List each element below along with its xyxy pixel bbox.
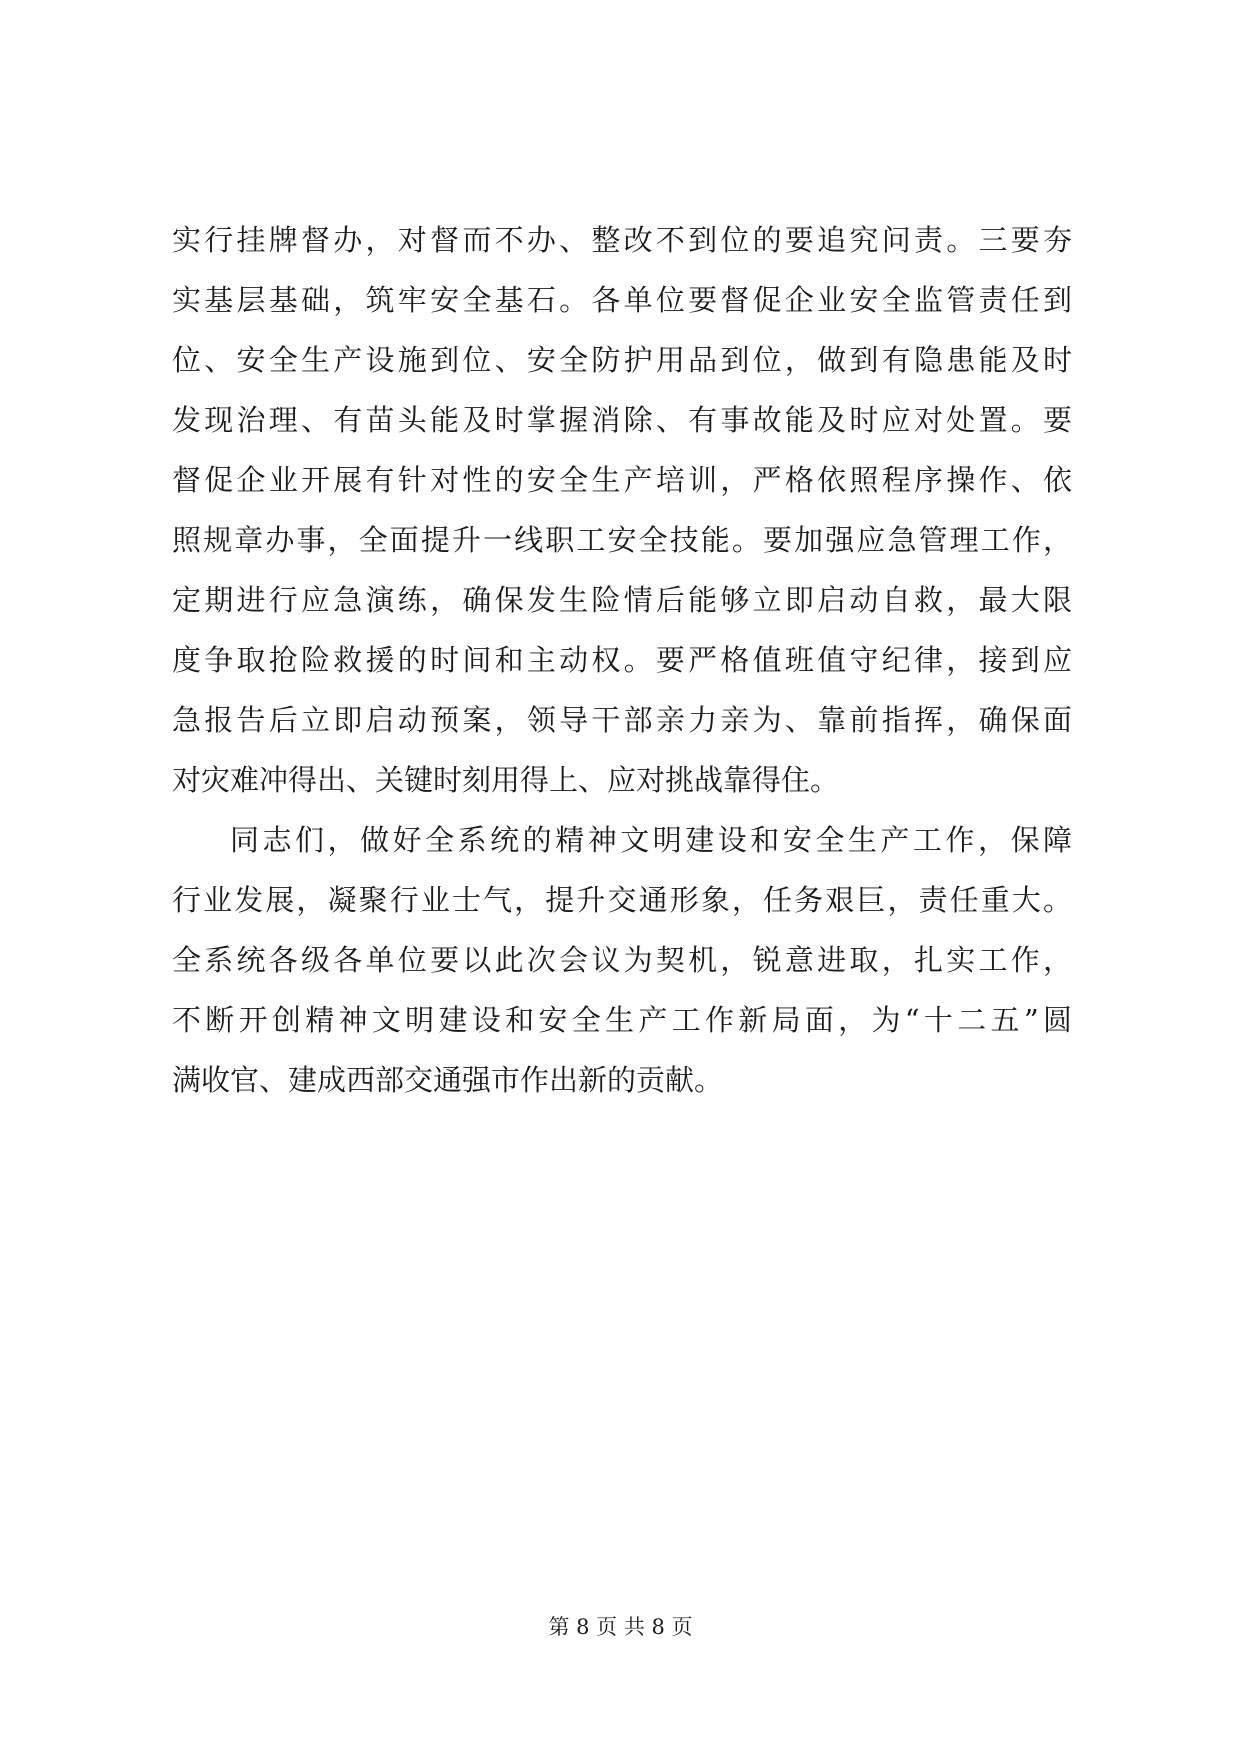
page-number-label: 第 8 页 共 8 页 bbox=[548, 1615, 693, 1639]
paragraph-1-line-2: 实基层基础，筑牢安全基石。各单位要督促企业安全监管责任到 bbox=[172, 283, 1072, 317]
paragraph-1-line-6: 照规章办事，全面提升一线职工安全技能。要加强应急管理工作， bbox=[172, 523, 1072, 557]
paragraph-1-line-5: 督促企业开展有针对性的安全生产培训，严格依照程序操作、依 bbox=[172, 463, 1072, 497]
paragraph-2-line-2: 行业发展，凝聚行业士气，提升交通形象，任务艰巨，责任重大。 bbox=[172, 883, 1072, 917]
paragraph-1-line-3: 位、安全生产设施到位、安全防护用品到位，做到有隐患能及时 bbox=[172, 343, 1072, 377]
paragraph-1-line-9: 急报告后立即启动预案，领导干部亲力亲为、靠前指挥，确保面 bbox=[172, 703, 1072, 737]
paragraph-2-line-4: 不断开创精神文明建设和安全生产工作新局面，为“十二五”圆 bbox=[172, 1003, 1072, 1037]
paragraph-1-line-10: 对灾难冲得出、关键时刻用得上、应对挑战靠得住。 bbox=[172, 763, 840, 797]
paragraph-1-line-1: 实行挂牌督办，对督而不办、整改不到位的要追究问责。三要夯 bbox=[172, 223, 1072, 257]
paragraph-2-line-1: 同志们，做好全系统的精神文明建设和安全生产工作，保障 bbox=[230, 823, 1072, 857]
paragraph-2-line-5: 满收官、建成西部交通强市作出新的贡献。 bbox=[172, 1063, 724, 1097]
document-body bbox=[172, 210, 1072, 1110]
paragraph-1-line-7: 定期进行应急演练，确保发生险情后能够立即启动自救，最大限 bbox=[172, 583, 1072, 617]
paragraph-1-line-8: 度争取抢险救援的时间和主动权。要严格值班值守纪律，接到应 bbox=[172, 643, 1072, 677]
page-footer bbox=[0, 1612, 1241, 1642]
paragraph-2-line-3: 全系统各级各单位要以此次会议为契机，锐意进取，扎实工作， bbox=[172, 943, 1072, 977]
paragraph-1-line-4: 发现治理、有苗头能及时掌握消除、有事故能及时应对处置。要 bbox=[172, 403, 1072, 437]
